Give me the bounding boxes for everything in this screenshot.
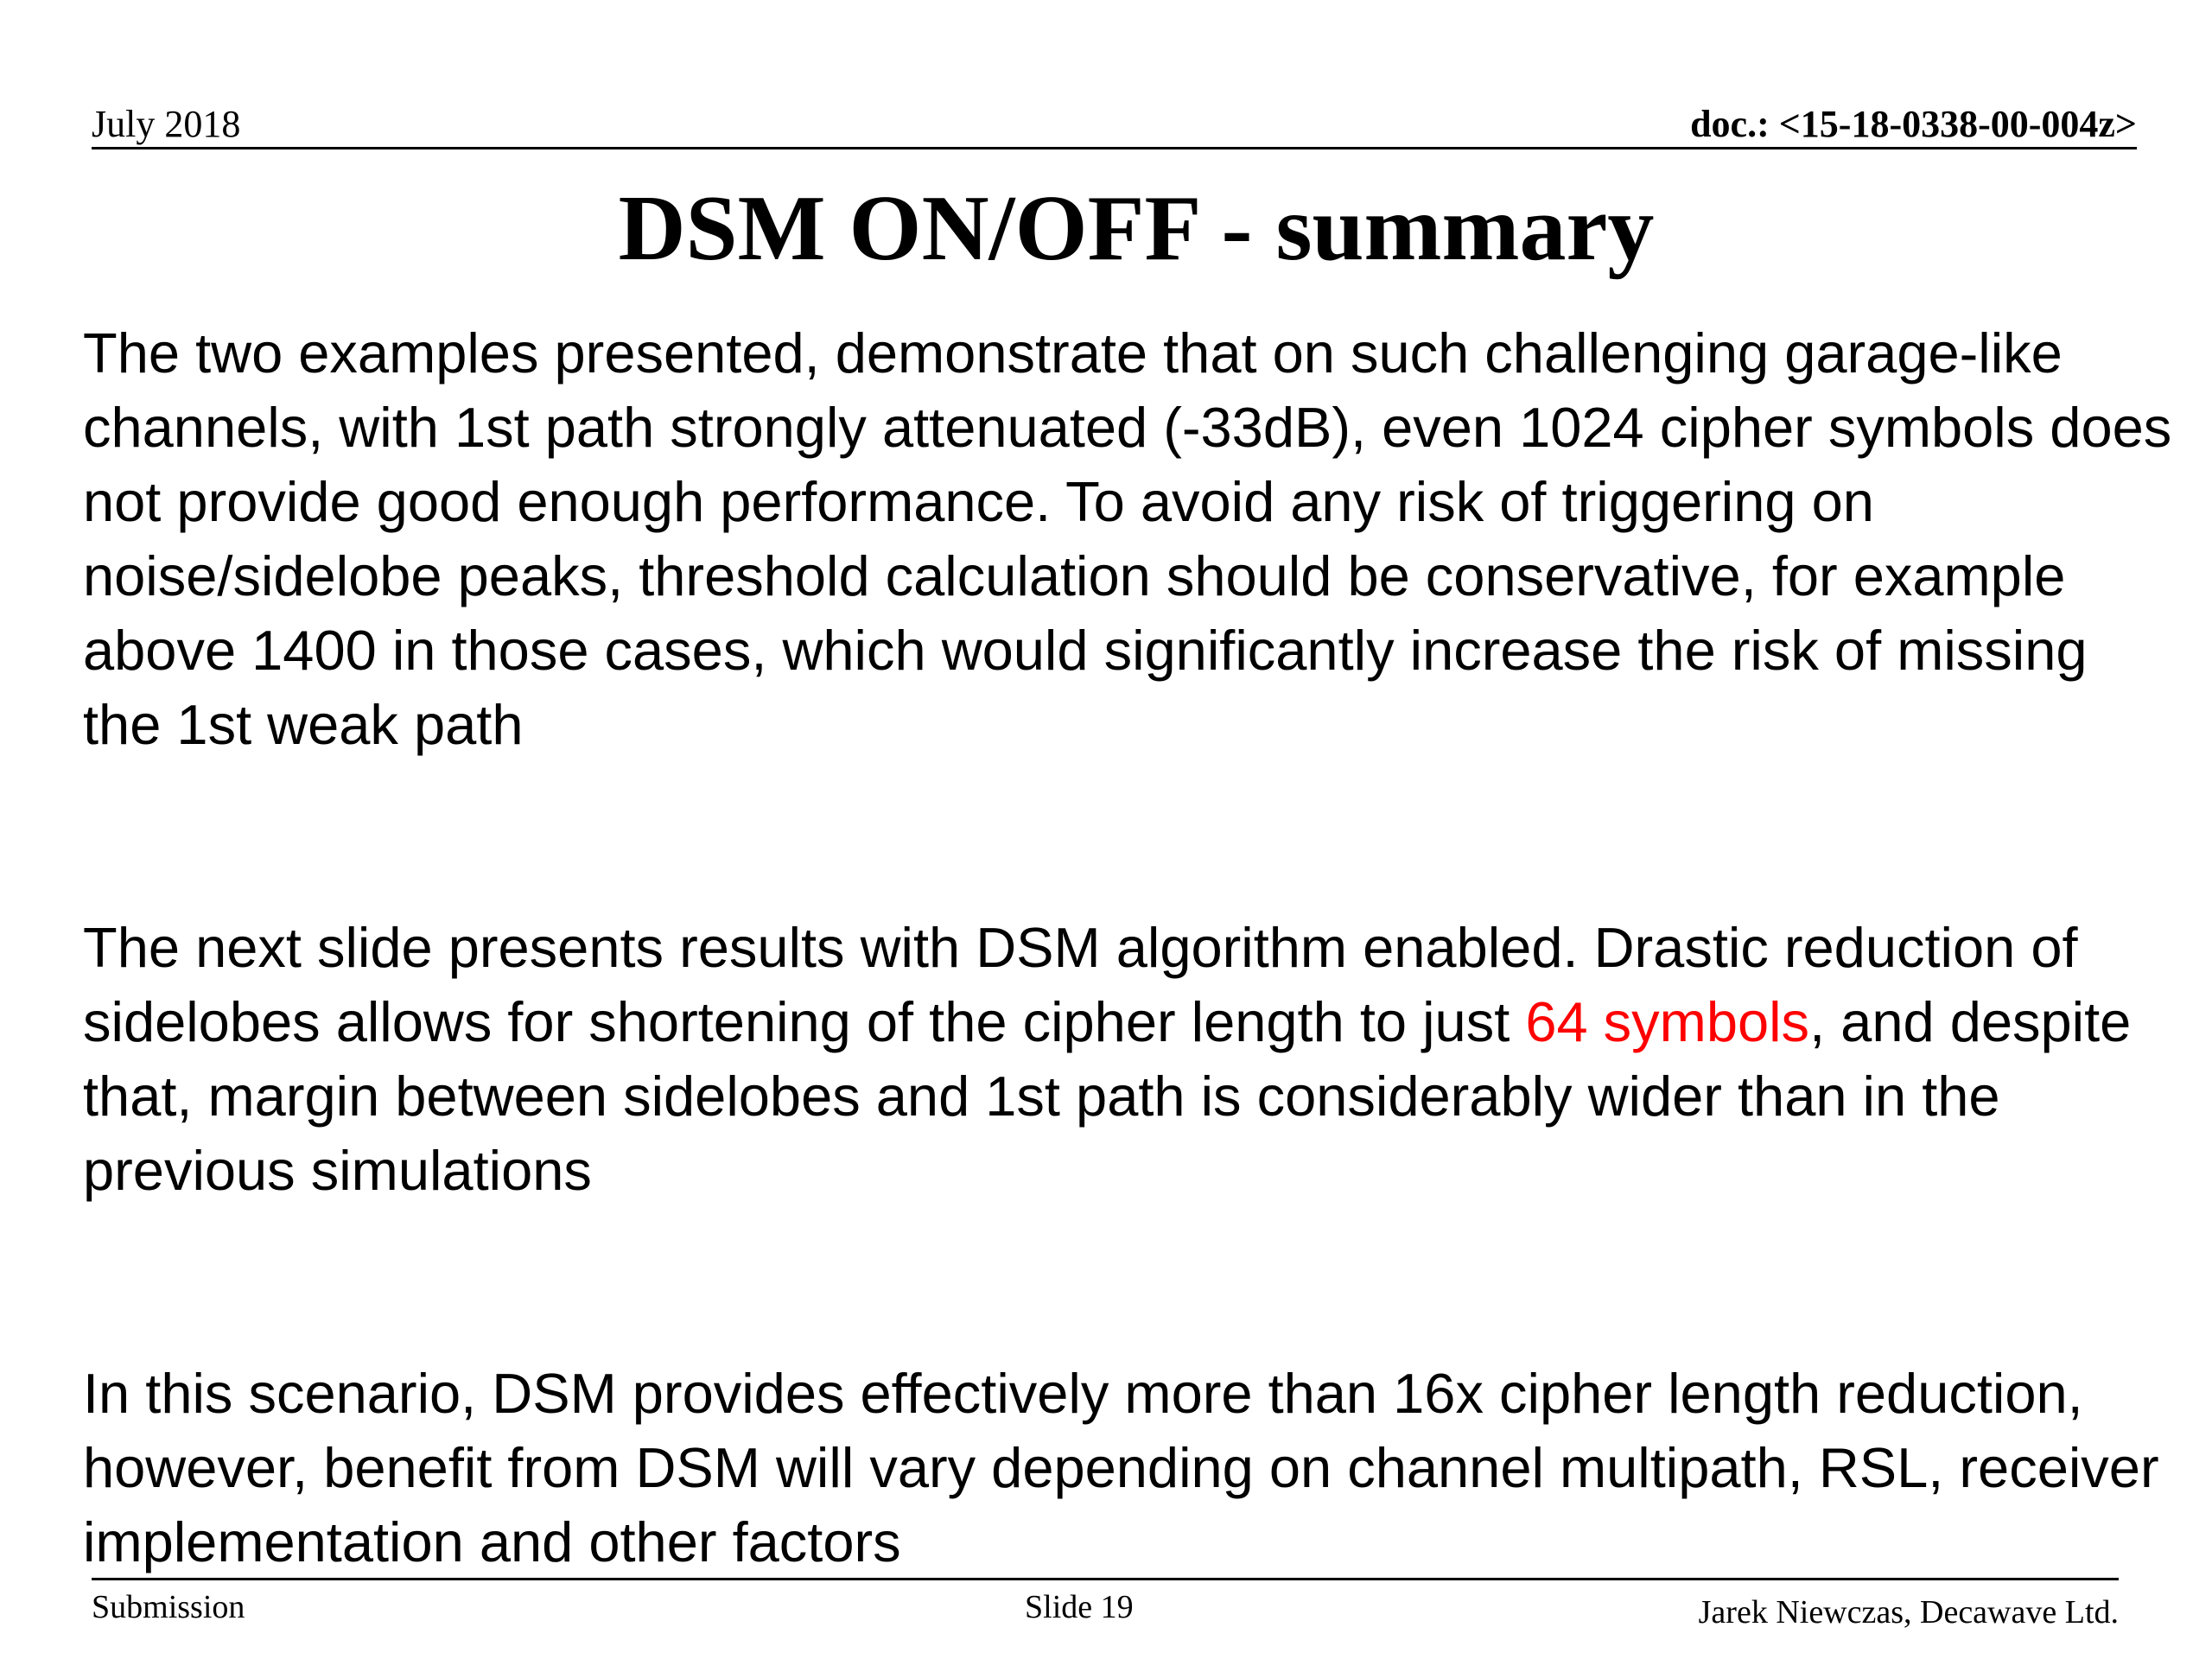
header-date: July 2018: [92, 103, 241, 145]
footer-divider: [92, 1578, 2119, 1580]
footer-submission: Submission: [92, 1589, 245, 1625]
header-doc-id: doc.: <15-18-0338-00-004z>: [1690, 103, 2137, 145]
slide-body: [83, 316, 2174, 1580]
footer-slide-number: Slide 19: [1025, 1589, 1134, 1625]
paragraph-examples: The two examples presented, demonstrate that on such challenging garage-like channels, with 1st path strongly attenuated (-33dB), even 1024 cipher symbols does not provide good enough performance. To avoid any risk of triggering on noise/sidelobe peaks, threshold calculation should be conservative, for example above 1400 in those cases, which would significantly increase the risk of missing the 1st weak path: [83, 321, 2172, 756]
paragraph-spacer: [83, 1282, 2174, 1357]
paragraph-spacer: [83, 1208, 2174, 1282]
paragraph-next-slide-lead: The next slide presents results with DSM algorithm enabled. Drastic reduction of sidelobes allows for shortening of the cipher length to just: [83, 916, 2078, 1053]
paragraph-scenario: In this scenario, DSM provides effectively more than 16x cipher length reduction, however, benefit from DSM will vary depending on channel multipath, RSL, receiver implementation and other factors: [83, 1362, 2159, 1573]
footer-author: Jarek Niewczas, Decawave Ltd.: [1698, 1594, 2119, 1630]
paragraph-next-slide: [83, 911, 2174, 1208]
slide-title: DSM ON/OFF - summary: [618, 177, 1655, 280]
paragraph-spacer: [83, 836, 2174, 911]
paragraph-spacer: [83, 762, 2174, 836]
highlight-64-symbols: 64 symbols: [1525, 990, 1810, 1053]
paragraph-next-slide-tail: , and despite that, margin between sidelobes and 1st path is considerably wider than in the previous simulations: [83, 990, 2132, 1202]
header-divider: [92, 147, 2137, 149]
